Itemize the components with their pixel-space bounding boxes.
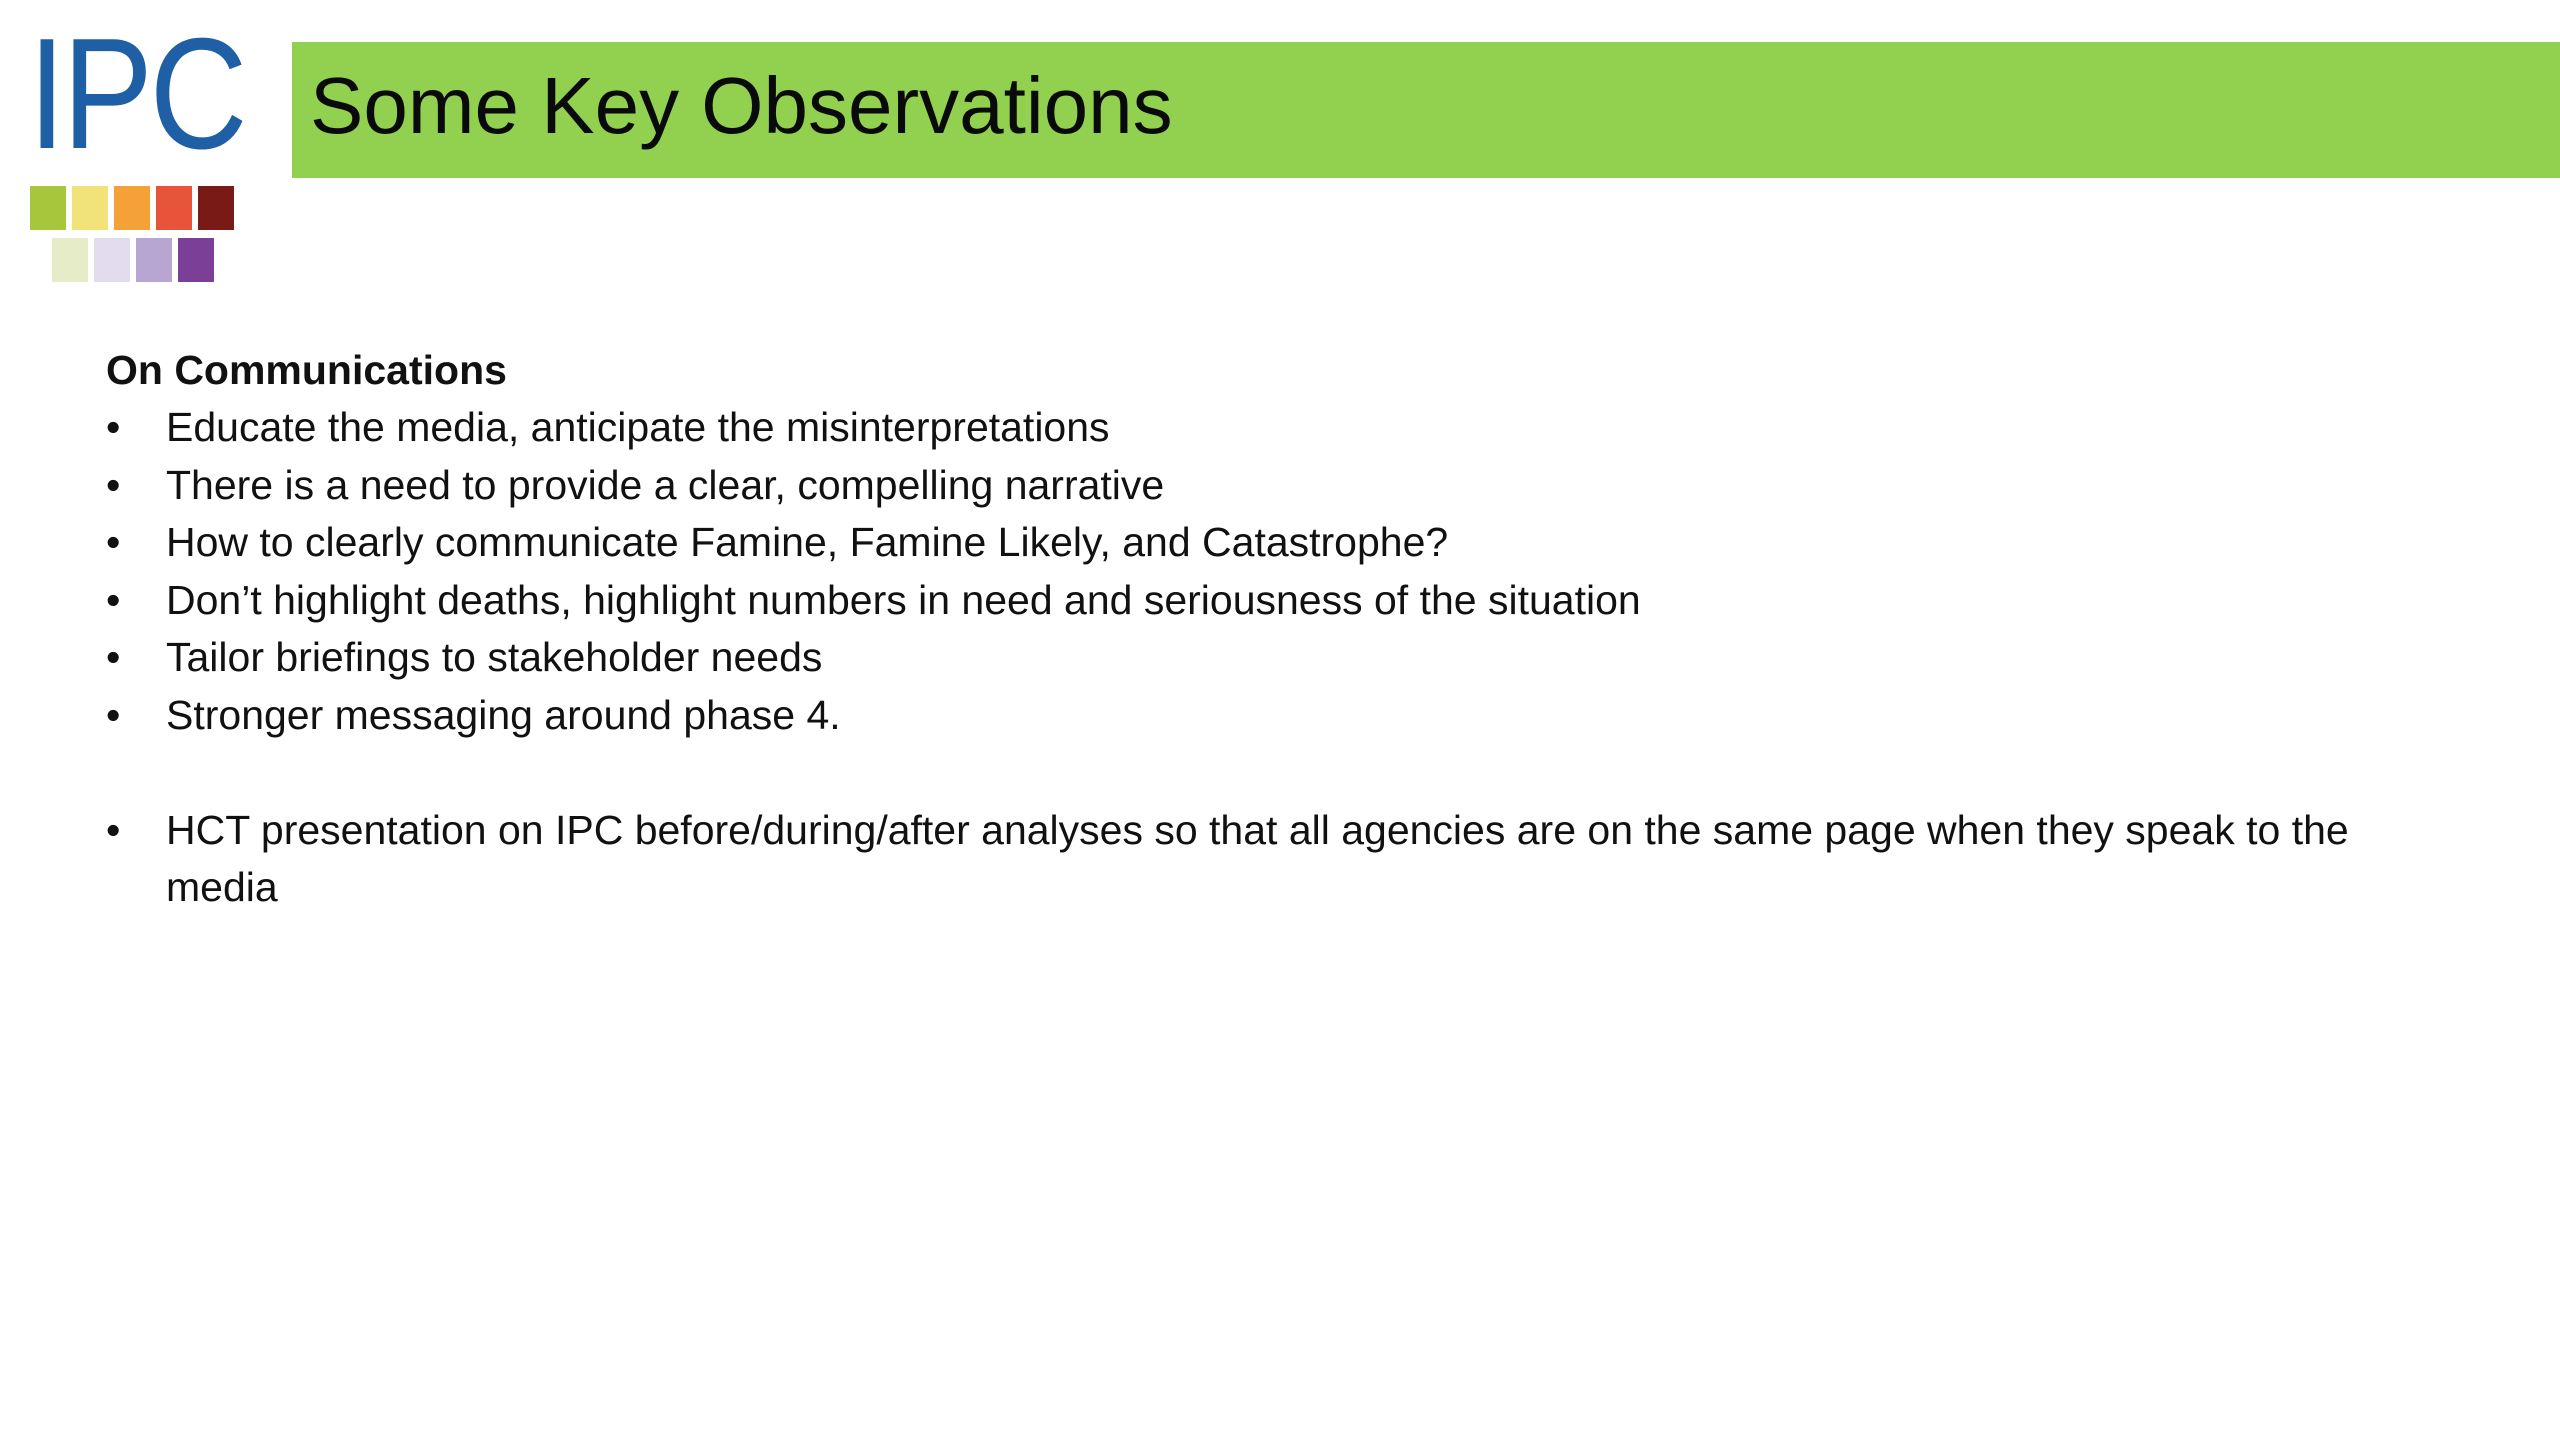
logo-swatches-top: [30, 186, 234, 230]
bullet-glyph: •: [106, 576, 121, 623]
bullet-text: Stronger messaging around phase 4.: [166, 691, 841, 738]
bullet-list: [106, 399, 2466, 917]
bullet-item: [106, 457, 2466, 515]
logo-swatch: [52, 238, 88, 282]
slide-title: Some Key Observations: [310, 61, 1173, 150]
bullet-item: [106, 399, 2466, 457]
bullet-glyph: •: [106, 691, 121, 738]
bullet-item: [106, 802, 2466, 917]
bullet-item: [106, 629, 2466, 687]
title-bar: [292, 42, 2560, 178]
logo-text: IPC: [28, 6, 245, 182]
bullet-text: Educate the media, anticipate the misinterpretations: [166, 404, 1110, 450]
bullet-text: HCT presentation on IPC before/during/after analyses so that all agencies are on the same page when they speak to the media: [166, 806, 2349, 910]
logo-swatch: [156, 186, 192, 230]
bullet-glyph: •: [106, 806, 121, 853]
bullet-item: [106, 572, 2466, 630]
bullet-text: How to clearly communicate Famine, Famine Likely, and Catastrophe?: [166, 519, 1449, 565]
logo-swatch: [114, 186, 150, 230]
bullet-text: Tailor briefings to stakeholder needs: [166, 634, 823, 680]
bullet-text: Don’t highlight deaths, highlight numbers in need and seriousness of the situation: [166, 576, 1641, 623]
bullet-text: There is a need to provide a clear, compelling narrative: [166, 461, 1165, 508]
logo-swatch: [136, 238, 172, 282]
bullet-glyph: •: [106, 634, 121, 680]
bullet-glyph: •: [106, 404, 121, 450]
bullet-glyph: •: [106, 461, 121, 508]
logo-swatch: [72, 186, 108, 230]
logo-swatch: [178, 238, 214, 282]
logo-swatches-bottom: [52, 238, 214, 282]
logo-swatch: [198, 186, 234, 230]
bullet-item: [106, 514, 2466, 572]
slide-content: [106, 342, 2466, 917]
logo-swatch: [30, 186, 66, 230]
bullet-glyph: •: [106, 519, 121, 565]
logo-swatch: [94, 238, 130, 282]
ipc-logo: [28, 6, 248, 284]
section-heading: On Communications: [106, 347, 507, 393]
bullet-item: [106, 687, 2466, 745]
